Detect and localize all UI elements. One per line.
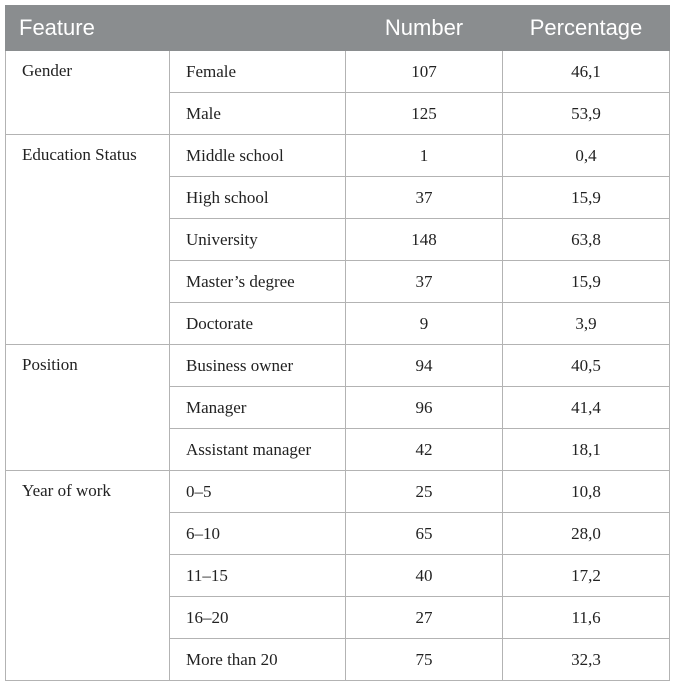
percentage-cell: 0,4 xyxy=(503,135,670,177)
table-row xyxy=(6,345,670,387)
percentage-cell: 46,1 xyxy=(503,51,670,93)
category-cell: Middle school xyxy=(170,135,346,177)
percentage-cell: 15,9 xyxy=(503,177,670,219)
category-cell: Assistant manager xyxy=(170,429,346,471)
header-feature: Feature xyxy=(6,6,346,51)
percentage-cell: 15,9 xyxy=(503,261,670,303)
category-cell: Business owner xyxy=(170,345,346,387)
number-cell: 1 xyxy=(346,135,503,177)
category-cell: Master’s degree xyxy=(170,261,346,303)
category-cell: 6–10 xyxy=(170,513,346,555)
table-row xyxy=(6,135,670,177)
category-cell: High school xyxy=(170,177,346,219)
percentage-cell: 17,2 xyxy=(503,555,670,597)
header-percentage: Percentage xyxy=(503,6,670,51)
percentage-cell: 32,3 xyxy=(503,639,670,681)
percentage-cell: 18,1 xyxy=(503,429,670,471)
percentage-cell: 3,9 xyxy=(503,303,670,345)
percentage-cell: 11,6 xyxy=(503,597,670,639)
category-cell: Manager xyxy=(170,387,346,429)
number-cell: 94 xyxy=(346,345,503,387)
table-header xyxy=(6,6,670,51)
header-number: Number xyxy=(346,6,503,51)
number-cell: 9 xyxy=(346,303,503,345)
percentage-cell: 63,8 xyxy=(503,219,670,261)
percentage-cell: 41,4 xyxy=(503,387,670,429)
percentage-cell: 10,8 xyxy=(503,471,670,513)
category-cell: 16–20 xyxy=(170,597,346,639)
percentage-cell: 28,0 xyxy=(503,513,670,555)
number-cell: 40 xyxy=(346,555,503,597)
category-cell: Doctorate xyxy=(170,303,346,345)
table-row xyxy=(6,471,670,513)
category-cell: More than 20 xyxy=(170,639,346,681)
category-cell: Male xyxy=(170,93,346,135)
number-cell: 25 xyxy=(346,471,503,513)
number-cell: 75 xyxy=(346,639,503,681)
category-cell: 11–15 xyxy=(170,555,346,597)
number-cell: 107 xyxy=(346,51,503,93)
feature-cell: Position xyxy=(6,345,170,471)
table-row xyxy=(6,51,670,93)
feature-cell: Gender xyxy=(6,51,170,135)
number-cell: 148 xyxy=(346,219,503,261)
category-cell: Female xyxy=(170,51,346,93)
number-cell: 96 xyxy=(346,387,503,429)
number-cell: 27 xyxy=(346,597,503,639)
category-cell: University xyxy=(170,219,346,261)
table-body xyxy=(6,51,670,681)
number-cell: 37 xyxy=(346,261,503,303)
feature-cell: Year of work xyxy=(6,471,170,681)
demographics-table xyxy=(5,5,670,681)
percentage-cell: 40,5 xyxy=(503,345,670,387)
number-cell: 42 xyxy=(346,429,503,471)
number-cell: 125 xyxy=(346,93,503,135)
number-cell: 37 xyxy=(346,177,503,219)
number-cell: 65 xyxy=(346,513,503,555)
percentage-cell: 53,9 xyxy=(503,93,670,135)
category-cell: 0–5 xyxy=(170,471,346,513)
feature-cell: Education Status xyxy=(6,135,170,345)
header-row xyxy=(6,6,670,51)
